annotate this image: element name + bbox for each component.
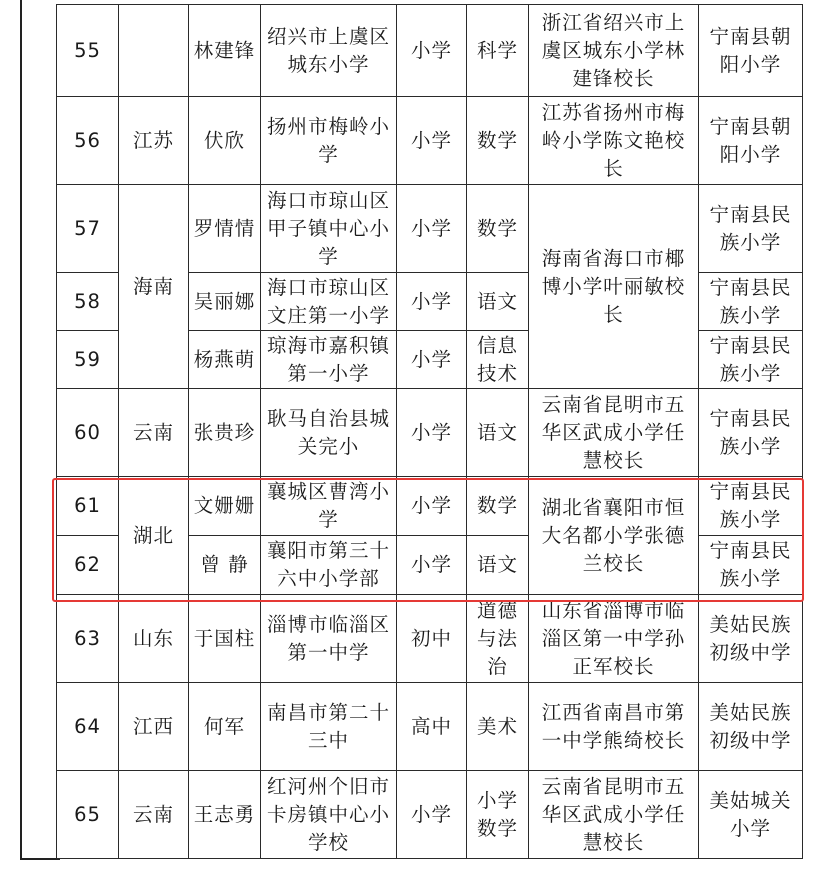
school-stage: 初中 xyxy=(397,595,467,683)
table-row xyxy=(57,5,803,97)
school-stage: 小学 xyxy=(397,536,467,595)
school-stage: 小学 xyxy=(397,477,467,536)
mentor: 云南省昆明市五华区武成小学任慧校长 xyxy=(529,771,699,859)
school-stage: 小学 xyxy=(397,771,467,859)
teacher-name: 张贵珍 xyxy=(189,389,261,477)
subject: 道德与法治 xyxy=(467,595,529,683)
row-number: 59 xyxy=(57,331,119,389)
mentor: 海南省海口市椰博小学叶丽敏校长 xyxy=(529,185,699,389)
mentor: 江西省南昌市第一中学熊绮校长 xyxy=(529,683,699,771)
school-name: 耿马自治县城关完小 xyxy=(261,389,397,477)
teacher-name: 文姗姗 xyxy=(189,477,261,536)
province-cell: 山东 xyxy=(119,595,189,683)
teacher-name: 吴丽娜 xyxy=(189,273,261,331)
school-name: 襄阳市第三十六中小学部 xyxy=(261,536,397,595)
school-name: 扬州市梅岭小学 xyxy=(261,97,397,185)
teacher-name: 于国柱 xyxy=(189,595,261,683)
mentor: 山东省淄博市临淄区第一中学孙正军校长 xyxy=(529,595,699,683)
subject: 数学 xyxy=(467,97,529,185)
mentor: 湖北省襄阳市恒大名都小学张德兰校长 xyxy=(529,477,699,595)
row-number: 64 xyxy=(57,683,119,771)
row-number: 56 xyxy=(57,97,119,185)
table-row xyxy=(57,477,803,536)
target-school: 宁南县朝阳小学 xyxy=(699,97,803,185)
page-left-border xyxy=(20,0,22,860)
province-cell: 云南 xyxy=(119,771,189,859)
school-stage: 小学 xyxy=(397,185,467,273)
subject: 语文 xyxy=(467,536,529,595)
target-school: 美姑民族初级中学 xyxy=(699,683,803,771)
teacher-name: 杨燕萌 xyxy=(189,331,261,389)
school-stage: 小学 xyxy=(397,331,467,389)
school-name: 海口市琼山区甲子镇中心小学 xyxy=(261,185,397,273)
province-cell: 湖北 xyxy=(119,477,189,595)
school-name: 绍兴市上虞区城东小学 xyxy=(261,5,397,97)
school-stage: 小学 xyxy=(397,389,467,477)
subject: 数学 xyxy=(467,477,529,536)
row-number: 55 xyxy=(57,5,119,97)
school-stage: 小学 xyxy=(397,273,467,331)
row-number: 57 xyxy=(57,185,119,273)
school-stage: 高中 xyxy=(397,683,467,771)
teacher-name: 罗情情 xyxy=(189,185,261,273)
teacher-name: 林建锋 xyxy=(189,5,261,97)
subject: 语文 xyxy=(467,389,529,477)
province-cell: 海南 xyxy=(119,185,189,389)
row-number: 58 xyxy=(57,273,119,331)
target-school: 宁南县民族小学 xyxy=(699,185,803,273)
teacher-assignment-table xyxy=(56,4,803,859)
teacher-name: 曾 静 xyxy=(189,536,261,595)
subject: 美术 xyxy=(467,683,529,771)
teacher-name: 王志勇 xyxy=(189,771,261,859)
mentor: 浙江省绍兴市上虞区城东小学林建锋校长 xyxy=(529,5,699,97)
table-row xyxy=(57,97,803,185)
province-cell: 江西 xyxy=(119,683,189,771)
table-row xyxy=(57,683,803,771)
table-row xyxy=(57,185,803,273)
mentor: 云南省昆明市五华区武成小学任慧校长 xyxy=(529,389,699,477)
target-school: 美姑民族初级中学 xyxy=(699,595,803,683)
school-name: 海口市琼山区文庄第一小学 xyxy=(261,273,397,331)
target-school: 宁南县民族小学 xyxy=(699,389,803,477)
target-school: 宁南县民族小学 xyxy=(699,477,803,536)
target-school: 宁南县朝阳小学 xyxy=(699,5,803,97)
teacher-name: 伏欣 xyxy=(189,97,261,185)
target-school: 宁南县民族小学 xyxy=(699,331,803,389)
province-cell xyxy=(119,5,189,97)
row-number: 65 xyxy=(57,771,119,859)
target-school: 宁南县民族小学 xyxy=(699,273,803,331)
school-name: 琼海市嘉积镇第一小学 xyxy=(261,331,397,389)
row-number: 62 xyxy=(57,536,119,595)
subject: 科学 xyxy=(467,5,529,97)
target-school: 美姑城关小学 xyxy=(699,771,803,859)
school-name: 襄城区曹湾小学 xyxy=(261,477,397,536)
target-school: 宁南县民族小学 xyxy=(699,536,803,595)
province-cell: 云南 xyxy=(119,389,189,477)
school-name: 红河州个旧市卡房镇中心小学校 xyxy=(261,771,397,859)
table-row xyxy=(57,771,803,859)
school-name: 淄博市临淄区第一中学 xyxy=(261,595,397,683)
table-row xyxy=(57,595,803,683)
row-number: 61 xyxy=(57,477,119,536)
school-name: 南昌市第二十三中 xyxy=(261,683,397,771)
school-stage: 小学 xyxy=(397,97,467,185)
subject: 信息技术 xyxy=(467,331,529,389)
mentor: 江苏省扬州市梅岭小学陈文艳校长 xyxy=(529,97,699,185)
row-number: 60 xyxy=(57,389,119,477)
subject: 数学 xyxy=(467,185,529,273)
school-stage: 小学 xyxy=(397,5,467,97)
table-row xyxy=(57,389,803,477)
province-cell: 江苏 xyxy=(119,97,189,185)
subject: 小学数学 xyxy=(467,771,529,859)
teacher-name: 何军 xyxy=(189,683,261,771)
page-bottom-border xyxy=(20,858,60,860)
row-number: 63 xyxy=(57,595,119,683)
subject: 语文 xyxy=(467,273,529,331)
